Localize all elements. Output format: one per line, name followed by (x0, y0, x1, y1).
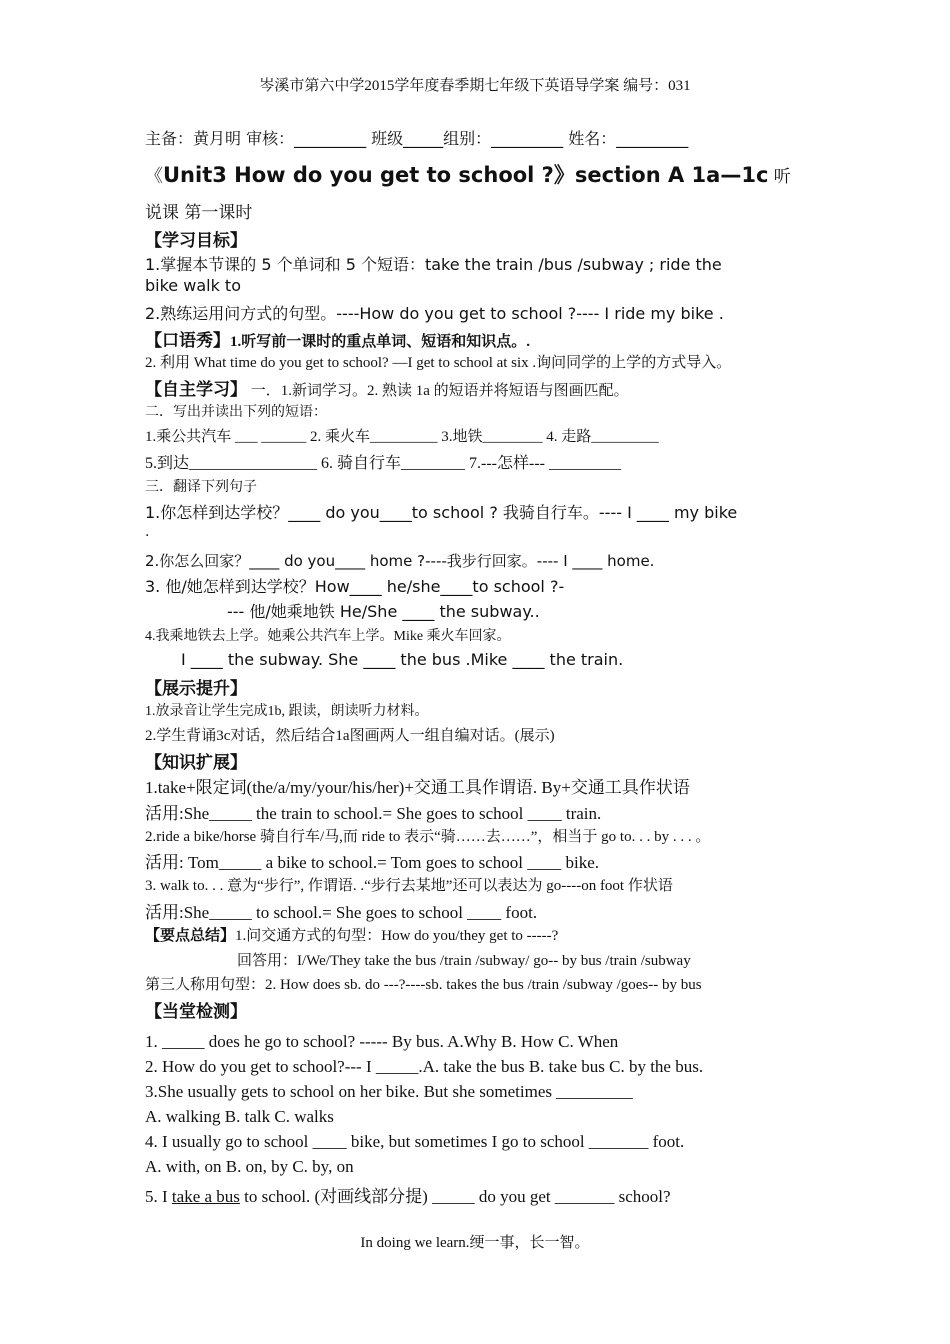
meta-line: 主备：黄月明 审核：_________ 班级_____组别：_________ 姓名：_________ (145, 129, 689, 148)
knowledge-line4: 活用: Tom_____ a bike to school.= Tom goes to school ____ bike. (145, 853, 600, 872)
translate-line2: 2.你怎么回家？____ do you____ home ?----我步行回家。---- I ____ home. (145, 552, 655, 570)
translate-line4: --- 他/她乘地铁 He/She ____ the subway.. (227, 602, 540, 621)
objectives-line2: bike walk to (145, 276, 241, 295)
translate-line6: I ____ the subway. She ____ the bus .Mike ____ the train. (181, 650, 624, 669)
self-study-line1: 【自主学习】 一．1.新词学习。2. 熟读 1a 的短语并将短语与图画匹配。 (145, 380, 629, 400)
objectives-line3: 2.熟练运用问方式的句型。----How do you get to school ?---- I ride my bike . (145, 304, 724, 323)
translate-line5: 4.我乘地铁去上学。她乘公共汽车上学。Mike 乘火车回家。 (145, 629, 511, 644)
knowledge-line2: 活用:She_____ the train to school.= She goes to school ____ train. (145, 804, 602, 823)
title-line2: 说课 第一课时 (145, 203, 253, 223)
knowledge-heading: 【知识扩展】 (145, 753, 247, 773)
test-q2: 2. How do you get to school?--- I _____.A. take the bus B. take bus C. by the bus. (145, 1057, 704, 1076)
oral-line1: 【口语秀】1.听写前一课时的重点单词、短语和知识点。. (145, 331, 531, 351)
translate-line3: 3. 他/她怎样到达学校？How____ he/she____to school ?- (145, 577, 565, 596)
objectives-line1: 1.掌握本节课的 5 个单词和 5 个短语：take the train /bus /subway ; ride the (145, 255, 722, 274)
test-q4: 4. I usually go to school ____ bike, but sometimes I go to school _______ foot. (145, 1132, 685, 1151)
self-study-line2: 二．写出并读出下列的短语： (145, 405, 327, 420)
show-line2: 2.学生背诵3c对话，然后结合1a图画两人一组自编对话。(展示) (145, 728, 555, 744)
translate-line1: 1.你怎样到达学校？____ do you____to school ? 我骑自行车。---- I ____ my bike (145, 503, 738, 522)
objectives-heading: 【学习目标】 (145, 231, 247, 251)
test-q5: 5. I take a bus to school. (对画线部分提) _____ do you get _______ school? (145, 1187, 671, 1206)
knowledge-line6: 活用:She_____ to school.= She goes to school ____ foot. (145, 903, 538, 922)
knowledge-line3: 2.ride a bike/horse 骑自行车/马,而 ride to 表示“骑……去……”，相当于 go to. . . by . . . 。 (145, 829, 711, 845)
translate-line1-end: . (145, 524, 150, 540)
underlined-phrase: take a bus (171, 1187, 240, 1206)
page-footer: In doing we learn.绠一事，长一智。 (360, 1235, 590, 1251)
page-header: 岑溪市第六中学2015学年度春季期七年级下英语导学案 编号：031 (259, 78, 691, 94)
knowledge-line1: 1.take+限定词(the/a/my/your/his/her)+交通工具作谓语. By+交通工具作状语 (145, 778, 690, 797)
show-line1: 1.放录音让学生完成1b, 跟读，朗读听力材料。 (145, 704, 429, 719)
worksheet-title: 《Unit3 How do you get to school ?》section A 1a—1c 听 (145, 163, 791, 187)
oral-line2: 2. 利用 What time do you get to school? —I get to school at six .询问同学的上学的方式导入。 (145, 355, 732, 371)
phrase-line1: 1.乘公共汽车 ___ ______ 2. 乘火车_________ 3.地铁________ 4. 走路_________ (145, 429, 659, 445)
knowledge-line5: 3. walk to. . . 意为“步行”, 作谓语. .“步行去某地”还可以表达为 go----on foot 作状语 (145, 878, 673, 894)
test-q1: 1. _____ does he go to school? ----- By bus. A.Why B. How C. When (145, 1032, 619, 1051)
test-q3-options: A. walking B. talk C. walks (145, 1107, 334, 1126)
test-q4-options: A. with, on B. on, by C. by, on (145, 1157, 354, 1176)
summary-line3: 第三人称用句型：2. How does sb. do ---?----sb. takes the bus /train /subway /goes-- by bus (145, 977, 702, 993)
test-q3: 3.She usually gets to school on her bike. But she sometimes _________ (145, 1082, 633, 1101)
phrase-line2: 5.到达________________ 6. 骑自行车________ 7.---怎样--- _________ (145, 455, 621, 472)
summary-line2: 回答用：I/We/They take the bus /train /subway/ go-- by bus /train /subway (237, 953, 691, 969)
test-heading: 【当堂检测】 (145, 1002, 247, 1022)
translate-heading: 三．翻译下列句子 (145, 480, 257, 495)
summary-line1: 【要点总结】1.问交通方式的句型：How do you/they get to -----? (145, 926, 559, 944)
show-heading: 【展示提升】 (145, 679, 247, 699)
